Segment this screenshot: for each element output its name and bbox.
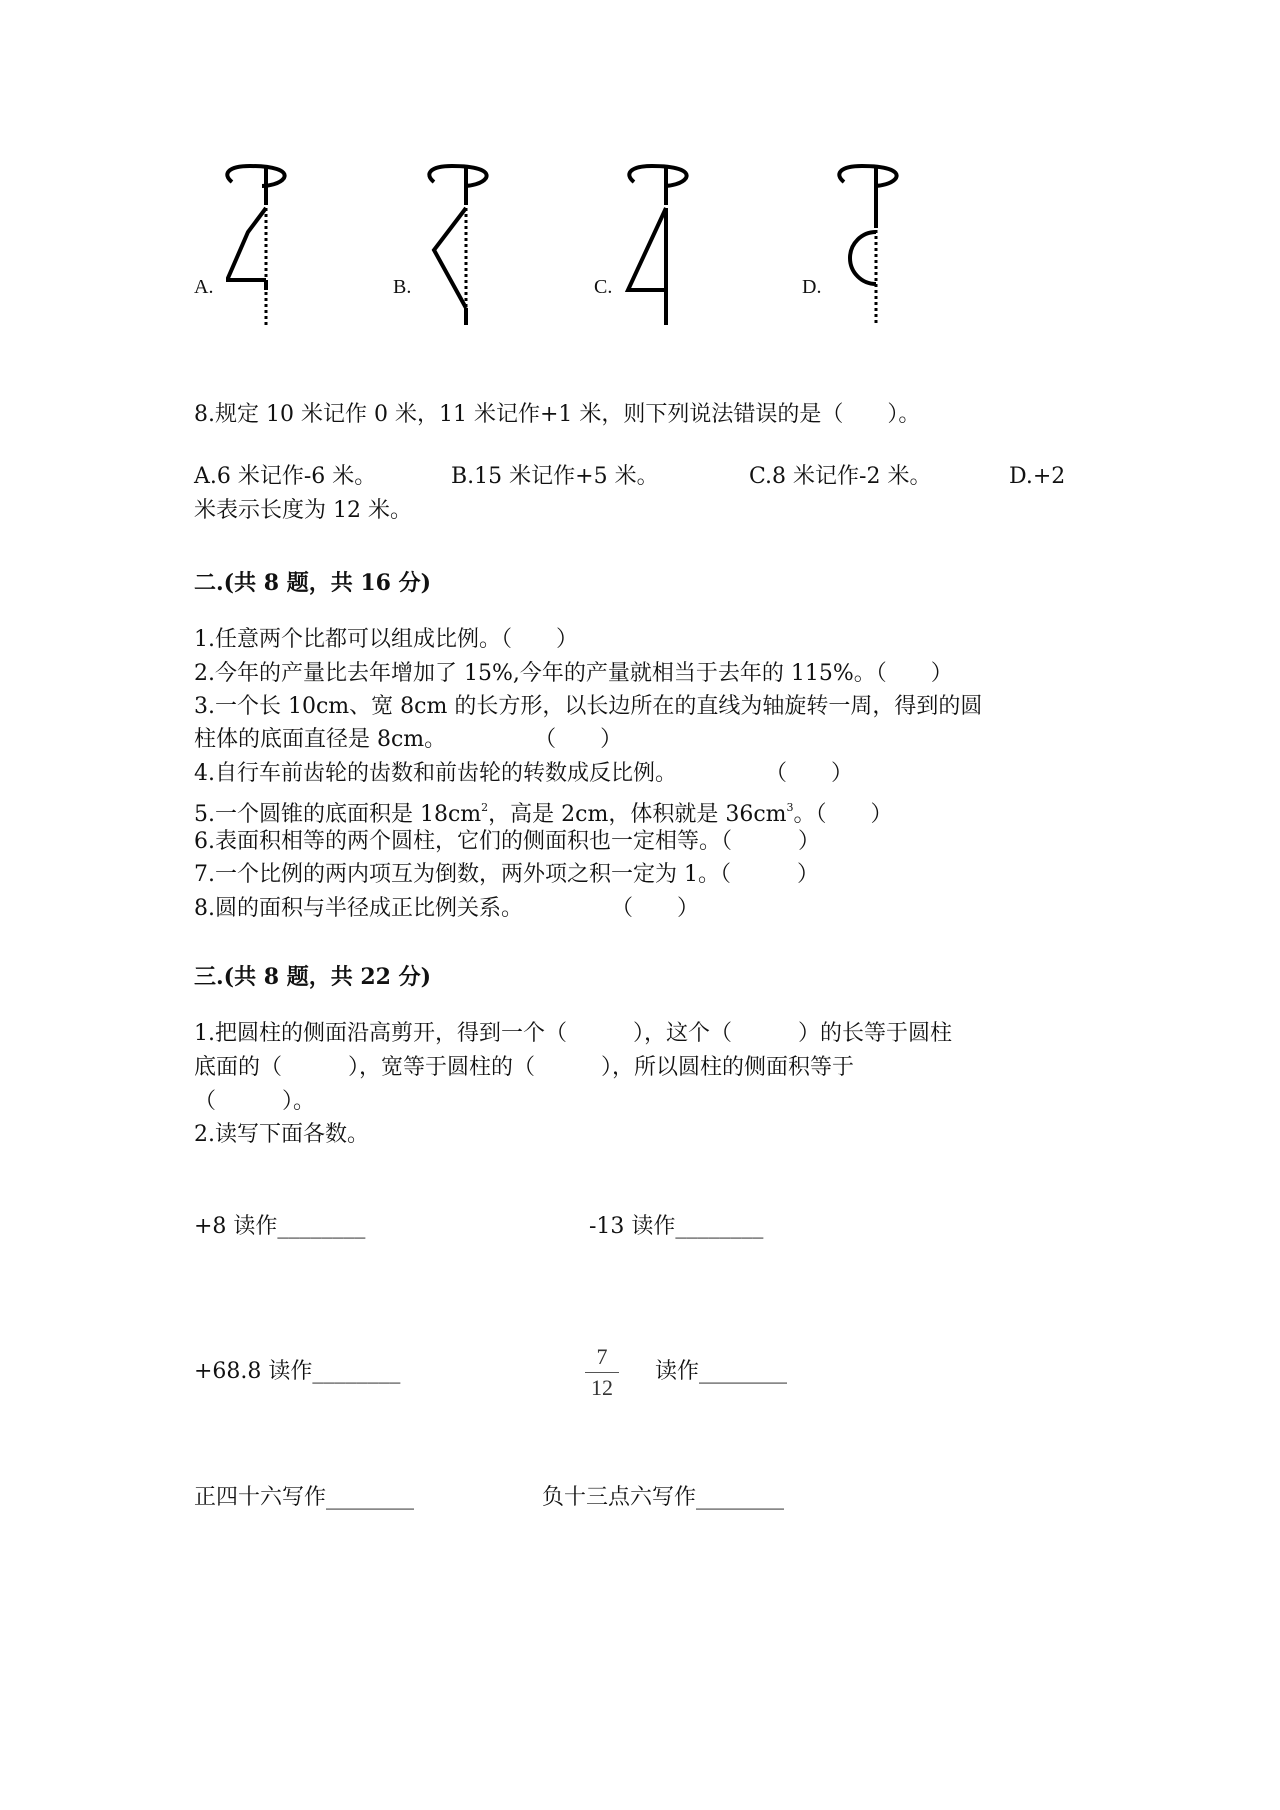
s3-q1-line2: 底面的（ ），宽等于圆柱的（ ），所以圆柱的侧面积等于 — [194, 1055, 855, 1080]
s2-item-3-cont: 柱体的底面直径是 8cm。 （ ） — [194, 727, 623, 752]
option-d-label: D. — [802, 276, 822, 298]
read-fraction: 读作________ — [655, 1359, 788, 1384]
figure-b-rotation-shape — [420, 160, 510, 330]
s3-q2: 2.读写下面各数。 — [194, 1122, 369, 1147]
figure-d-rotation-shape — [828, 160, 918, 330]
s2-item-3: 3.一个长 10cm、宽 8cm 的长方形，以长边所在的直线为轴旋转一周，得到的圆 — [194, 694, 983, 719]
q8-option-c: C.8 米记作-2 米。 — [749, 464, 932, 489]
read-minus-13: -13 读作________ — [589, 1214, 764, 1239]
q8-option-b: B.15 米记作+5 米。 — [451, 464, 659, 489]
q8-option-d: D.+2 — [1009, 464, 1066, 489]
q8-option-a: A.6 米记作-6 米。 — [194, 464, 377, 489]
fraction-bar — [585, 1372, 619, 1373]
write-minus-13-6: 负十三点六写作________ — [542, 1485, 785, 1510]
s3-q1-line1: 1.把圆柱的侧面沿高剪开，得到一个（ ），这个（ ）的长等于圆柱 — [194, 1021, 952, 1046]
q8-option-d-cont: 米表示长度为 12 米。 — [194, 498, 412, 523]
figure-c-rotation-shape — [620, 160, 710, 330]
option-a-label: A. — [194, 276, 214, 298]
s2-item-7: 7.一个比例的两内项互为倒数，两外项之积一定为 1。（ ） — [194, 862, 819, 887]
section-2-heading: 二.(共 8 题，共 16 分) — [194, 570, 432, 596]
figure-a-rotation-shape — [220, 160, 310, 330]
s2-item-5: 5.一个圆锥的底面积是 $18cm^2$，高是 2cm，体积就是 $36cm^3$。（ ） — [194, 801, 893, 827]
s2-item-1: 1.任意两个比都可以组成比例。（ ） — [194, 627, 578, 652]
section-3-heading: 三.(共 8 题，共 22 分) — [194, 964, 432, 990]
q8-stem: 8.规定 10 米记作 0 米，11 米记作+1 米，则下列说法错误的是（ ）。 — [194, 402, 921, 427]
option-b-label: B. — [393, 276, 412, 298]
s2-item-4: 4.自行车前齿轮的齿数和前齿轮的转数成反比例。 （ ） — [194, 761, 853, 786]
s2-item-2: 2.今年的产量比去年增加了 15%,今年的产量就相当于去年的 115%。（ ） — [194, 661, 953, 686]
read-plus-68-8: +68.8 读作________ — [194, 1359, 401, 1384]
fraction-7-12 — [585, 1344, 619, 1401]
read-plus-8: +8 读作________ — [194, 1214, 366, 1239]
s3-q1-line3: （ ）。 — [194, 1089, 316, 1114]
fraction-numerator: 7 — [596, 1344, 608, 1369]
fraction-denominator: 12 — [591, 1375, 613, 1400]
s2-item-6: 6.表面积相等的两个圆柱，它们的侧面积也一定相等。（ ） — [194, 829, 820, 854]
option-c-label: C. — [594, 276, 613, 298]
write-plus-46: 正四十六写作________ — [194, 1485, 415, 1510]
s2-item-8: 8.圆的面积与半径成正比例关系。 （ ） — [194, 896, 699, 921]
